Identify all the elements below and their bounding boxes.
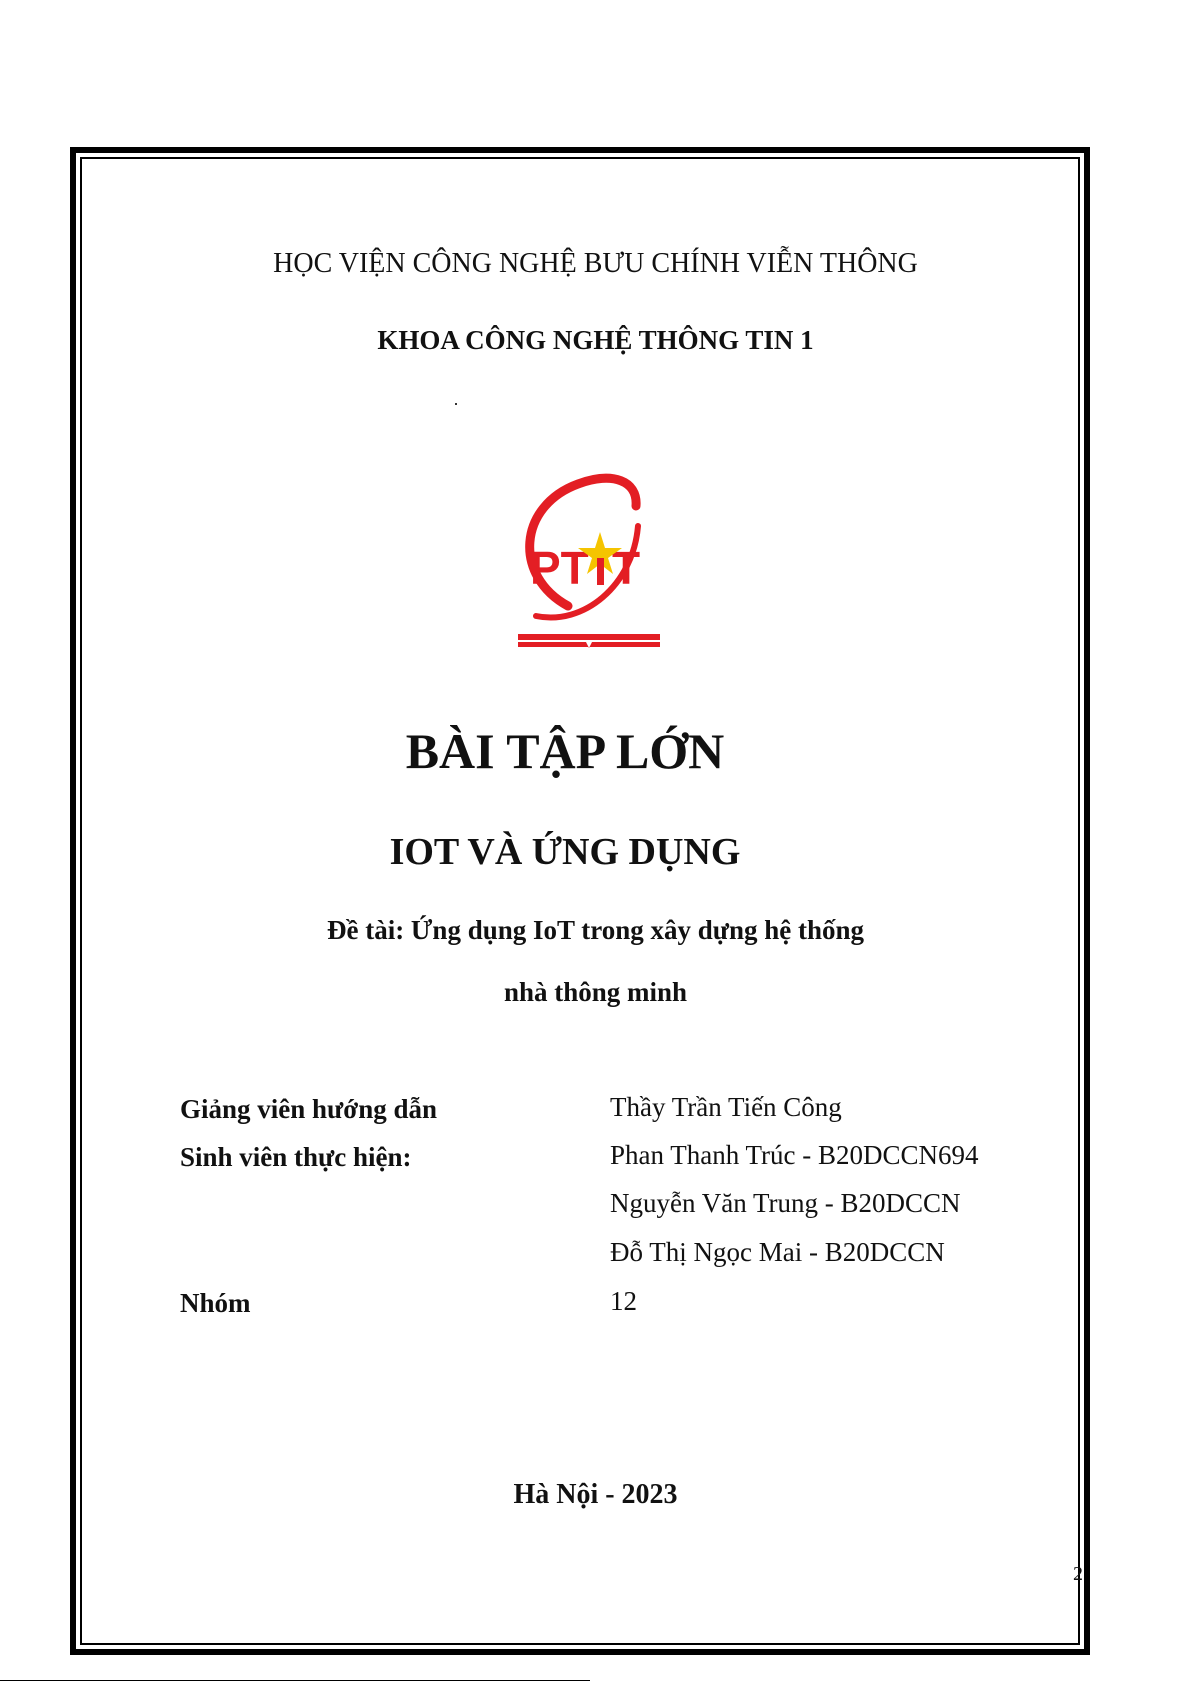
page-border-inner	[80, 157, 1080, 1645]
logo-letters-t: T	[612, 542, 641, 594]
document-title: BÀI TẬP LỚN	[405, 723, 725, 779]
logo-book-base	[518, 642, 660, 648]
stray-dot	[455, 403, 457, 405]
topic-line-1: Đề tài: Ứng dụng IoT trong xây dựng hệ thống	[326, 915, 865, 945]
student-2: Nguyễn Văn Trung - B20DCCN	[610, 1188, 961, 1218]
course-name: IOT VÀ ỨNG DỤNG	[389, 831, 741, 873]
faculty-name: KHOA CÔNG NGHỆ THÔNG TIN 1	[377, 325, 814, 355]
students-label: Sinh viên thực hiện:	[180, 1142, 412, 1172]
logo-letters-pt: PT	[530, 542, 589, 594]
student-3: Đỗ Thị Ngọc Mai - B20DCCN	[610, 1237, 945, 1267]
ptit-logo	[508, 466, 668, 666]
group-label: Nhóm	[180, 1288, 251, 1318]
logo-letter-i	[597, 558, 604, 585]
student-1: Phan Thanh Trúc - B20DCCN694	[610, 1140, 979, 1170]
logo-book-top	[518, 634, 660, 640]
advisor-value: Thầy Trần Tiến Công	[610, 1092, 842, 1122]
bottom-rule	[0, 1680, 590, 1681]
group-value: 12	[610, 1286, 637, 1316]
topic-line-2: nhà thông minh	[503, 977, 688, 1007]
page-number: 2	[1073, 1563, 1083, 1585]
institution-name: HỌC VIỆN CÔNG NGHỆ BƯU CHÍNH VIỄN THÔNG	[273, 248, 918, 279]
advisor-label: Giảng viên hướng dẫn	[180, 1094, 437, 1124]
place-and-year: Hà Nội - 2023	[513, 1479, 678, 1510]
